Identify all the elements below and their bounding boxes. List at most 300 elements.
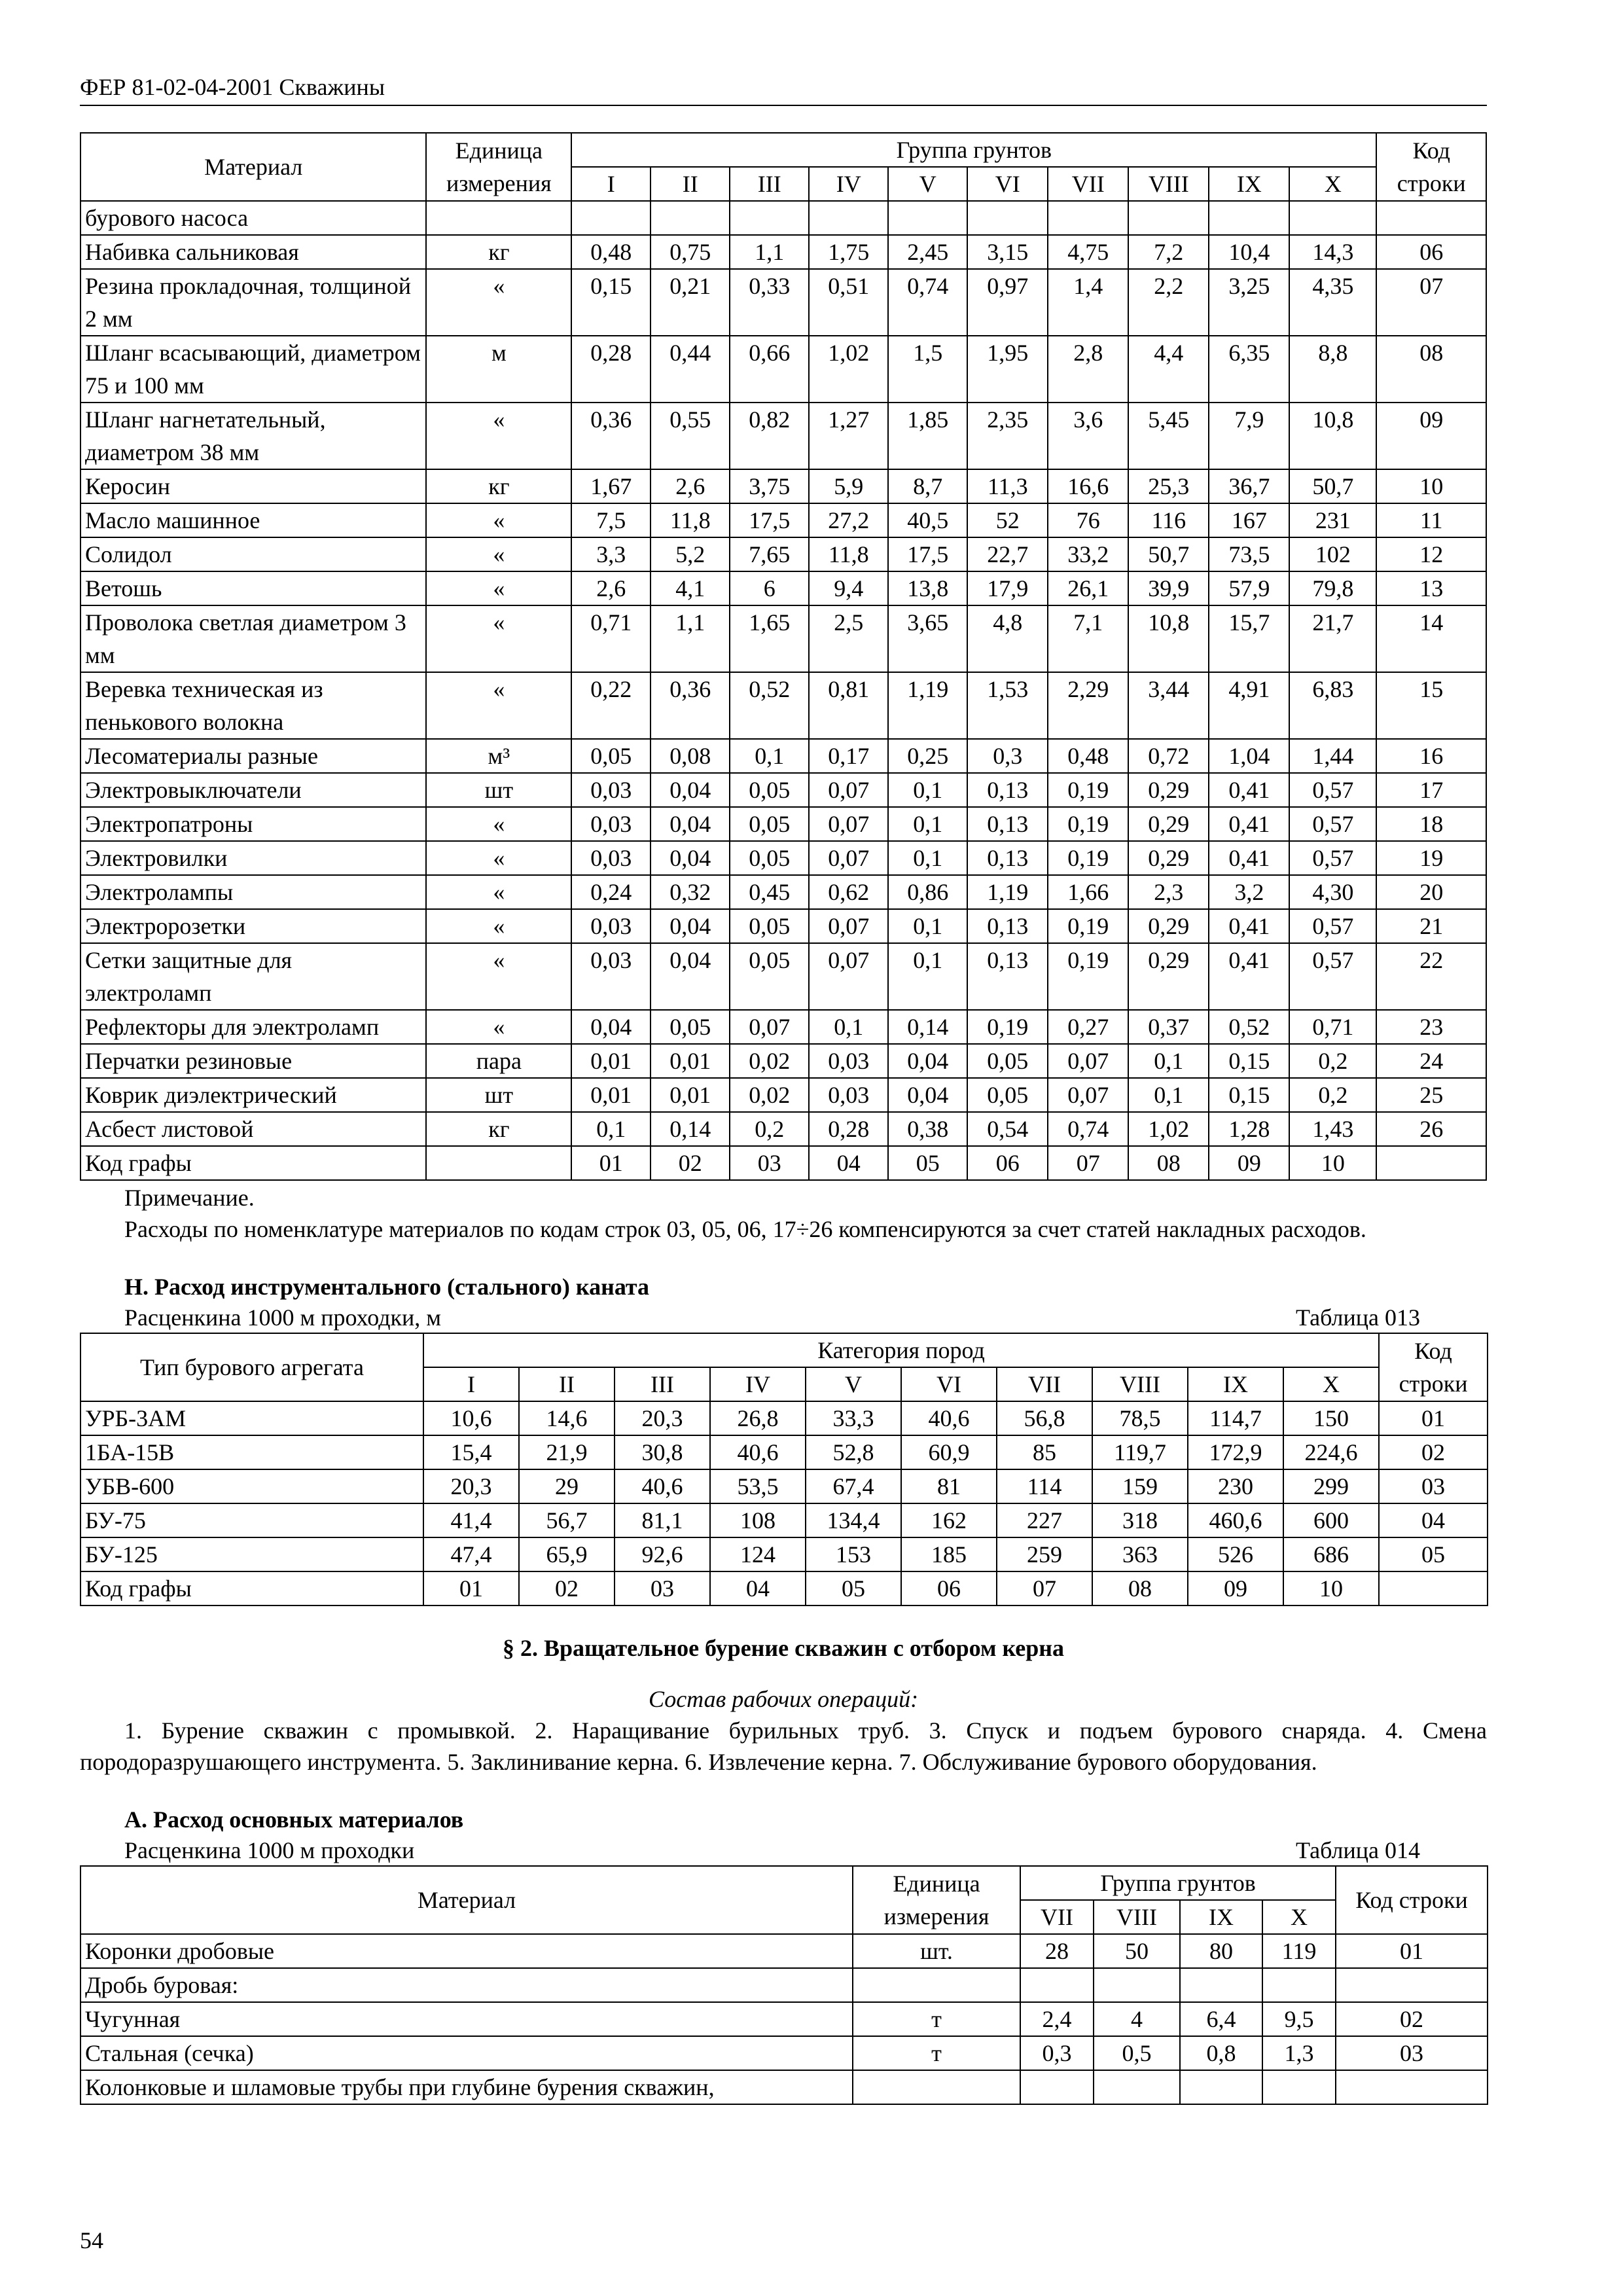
value-cell: 0,28 (809, 1112, 888, 1146)
value-cell: 0,14 (888, 1010, 967, 1044)
value-cell: 0,24 (571, 875, 651, 909)
value-cell: 102 (1289, 537, 1376, 571)
value-cell: 47,4 (423, 1537, 519, 1571)
value-cell: 0,15 (571, 269, 651, 336)
code-cell (1376, 1146, 1486, 1180)
value-cell: 5,45 (1128, 403, 1209, 469)
value-cell: 0,29 (1128, 943, 1209, 1010)
table-row (80, 605, 1486, 672)
value-cell: 50,7 (1128, 537, 1209, 571)
value-cell: 11,8 (809, 537, 888, 571)
value-cell: 119,7 (1092, 1435, 1188, 1469)
rig-type: УРБ-3АМ (80, 1401, 423, 1435)
table-row (80, 537, 1486, 571)
value-cell: 0,71 (1289, 1010, 1376, 1044)
value-cell: 06 (901, 1571, 997, 1605)
rig-type: БУ-75 (80, 1503, 423, 1537)
value-cell: 0,1 (888, 773, 967, 807)
table-row (80, 739, 1486, 773)
value-cell: 1,67 (571, 469, 651, 503)
value-cell: 4,35 (1289, 269, 1376, 336)
value-cell: 0,05 (967, 1044, 1048, 1078)
unit-cell: « (426, 909, 571, 943)
value-cell: 56,8 (997, 1401, 1092, 1435)
material-name: Код графы (80, 1146, 426, 1180)
section-h-title: Н. Расход инструментального (стального) каната (124, 1274, 650, 1300)
section-h-caption: Расценкина 1000 м проходки, м (124, 1304, 442, 1331)
material-name: Электропатроны (80, 807, 426, 841)
value-cell: 0,28 (571, 336, 651, 403)
material-name: Электролампы (80, 875, 426, 909)
value-cell: 0,1 (809, 1010, 888, 1044)
value-cell: 0,05 (571, 739, 651, 773)
unit-cell: « (426, 571, 571, 605)
value-cell: 0,41 (1209, 773, 1289, 807)
value-cell: 05 (888, 1146, 967, 1180)
value-cell: 108 (710, 1503, 806, 1537)
value-cell: 0,29 (1128, 841, 1209, 875)
col-header-roman: VII (1048, 167, 1128, 201)
code-cell: 16 (1376, 739, 1486, 773)
value-cell: 0,05 (730, 841, 809, 875)
col-header-code: Код строки (1376, 133, 1486, 201)
value-cell: 230 (1188, 1469, 1283, 1503)
material-name: Веревка техническая из пенькового волокна (80, 672, 426, 739)
value-cell: 0,03 (571, 943, 651, 1010)
value-cell: 0,05 (730, 909, 809, 943)
value-cell (651, 201, 730, 235)
col-header-roman: VII (997, 1367, 1092, 1401)
code-cell: 03 (1379, 1469, 1488, 1503)
value-cell: 02 (651, 1146, 730, 1180)
value-cell: 20,3 (423, 1469, 519, 1503)
value-cell: 4,1 (651, 571, 730, 605)
value-cell: 0,54 (967, 1112, 1048, 1146)
unit-cell (426, 201, 571, 235)
value-cell (967, 201, 1048, 235)
col-header-roman: VII (1020, 1900, 1094, 1934)
col-header-roman: VIII (1092, 1367, 1188, 1401)
value-cell: 08 (1092, 1571, 1188, 1605)
section-h-caption-row (80, 1302, 1420, 1333)
value-cell: 0,05 (730, 773, 809, 807)
material-name: Керосин (80, 469, 426, 503)
code-cell (1376, 201, 1486, 235)
table-row (80, 943, 1486, 1010)
value-cell: 0,01 (571, 1078, 651, 1112)
value-cell: 03 (730, 1146, 809, 1180)
value-cell: 0,1 (888, 841, 967, 875)
table-row (80, 2036, 1488, 2070)
value-cell: 0,57 (1289, 841, 1376, 875)
value-cell: 116 (1128, 503, 1209, 537)
value-cell: 0,1 (888, 909, 967, 943)
value-cell: 20,3 (615, 1401, 710, 1435)
col-header-material: Материал (80, 133, 426, 201)
value-cell: 1,5 (888, 336, 967, 403)
value-cell: 80 (1180, 1934, 1262, 1968)
value-cell: 04 (710, 1571, 806, 1605)
value-cell: 0,04 (651, 909, 730, 943)
value-cell: 0,07 (809, 773, 888, 807)
value-cell: 227 (997, 1503, 1092, 1537)
value-cell: 33,2 (1048, 537, 1128, 571)
value-cell: 0,07 (1048, 1044, 1128, 1078)
value-cell: 0,21 (651, 269, 730, 336)
value-cell: 3,44 (1128, 672, 1209, 739)
value-cell: 6,4 (1180, 2002, 1262, 2036)
value-cell: 39,9 (1128, 571, 1209, 605)
value-cell: 15,7 (1209, 605, 1289, 672)
value-cell: 13,8 (888, 571, 967, 605)
value-cell: 0,02 (730, 1078, 809, 1112)
code-cell: 02 (1379, 1435, 1488, 1469)
value-cell: 0,03 (809, 1044, 888, 1078)
col-header-roman: II (519, 1367, 615, 1401)
value-cell: 17,5 (730, 503, 809, 537)
col-header-roman: III (730, 167, 809, 201)
value-cell: 0,48 (1048, 739, 1128, 773)
section-a-caption-row (80, 1835, 1420, 1865)
col-header-roman: X (1289, 167, 1376, 201)
running-header: ФЕР 81-02-04-2001 Скважины (80, 72, 1487, 106)
table-row (80, 1469, 1488, 1503)
code-cell: 01 (1336, 1934, 1488, 1968)
col-header-roman: IX (1180, 1900, 1262, 1934)
unit-cell: « (426, 807, 571, 841)
table-row (80, 1010, 1486, 1044)
value-cell: 0,52 (730, 672, 809, 739)
material-name: Коронки дробовые (80, 1934, 853, 1968)
value-cell: 0,15 (1209, 1044, 1289, 1078)
code-cell: 20 (1376, 875, 1486, 909)
value-cell: 4,91 (1209, 672, 1289, 739)
value-cell: 1,1 (651, 605, 730, 672)
col-header-type: Тип бурового агрегата (80, 1333, 423, 1401)
unit-cell: шт. (853, 1934, 1020, 1968)
value-cell: 5,9 (809, 469, 888, 503)
value-cell: 0,27 (1048, 1010, 1128, 1044)
value-cell: 0,1 (571, 1112, 651, 1146)
value-cell: 0,04 (651, 807, 730, 841)
unit-cell: шт (426, 773, 571, 807)
value-cell: 0,03 (571, 841, 651, 875)
value-cell: 0,01 (651, 1044, 730, 1078)
value-cell: 0,22 (571, 672, 651, 739)
value-cell: 119 (1262, 1934, 1336, 1968)
value-cell (1020, 2070, 1094, 2104)
value-cell (1094, 1968, 1180, 2002)
value-cell (888, 201, 967, 235)
value-cell: 40,5 (888, 503, 967, 537)
value-cell: 11,8 (651, 503, 730, 537)
value-cell: 3,6 (1048, 403, 1128, 469)
material-name: Асбест листовой (80, 1112, 426, 1146)
table-row (80, 1112, 1486, 1146)
material-name: Электророзетки (80, 909, 426, 943)
col-header-group: Группа грунтов (571, 133, 1376, 167)
value-cell: 15,4 (423, 1435, 519, 1469)
value-cell: 162 (901, 1503, 997, 1537)
section-a-table-number: Таблица 014 (1296, 1837, 1420, 1863)
code-cell: 19 (1376, 841, 1486, 875)
section-2-title: § 2. Вращательное бурение скважин с отбором керна (502, 1635, 1065, 1661)
value-cell: 1,02 (1128, 1112, 1209, 1146)
value-cell: 40,6 (710, 1435, 806, 1469)
value-cell: 0,29 (1128, 807, 1209, 841)
value-cell: 0,3 (1020, 2036, 1094, 2070)
value-cell: 14,3 (1289, 235, 1376, 269)
table-row (80, 909, 1486, 943)
table-row (80, 469, 1486, 503)
value-cell: 60,9 (901, 1435, 997, 1469)
value-cell: 0,41 (1209, 807, 1289, 841)
value-cell: 6,83 (1289, 672, 1376, 739)
code-cell: 14 (1376, 605, 1486, 672)
value-cell: 36,7 (1209, 469, 1289, 503)
value-cell: 0,19 (967, 1010, 1048, 1044)
value-cell: 01 (571, 1146, 651, 1180)
value-cell: 17,5 (888, 537, 967, 571)
value-cell: 73,5 (1209, 537, 1289, 571)
unit-cell: « (426, 269, 571, 336)
value-cell: 2,6 (651, 469, 730, 503)
unit-cell: т (853, 2036, 1020, 2070)
value-cell: 17,9 (967, 571, 1048, 605)
code-cell: 02 (1336, 2002, 1488, 2036)
value-cell: 0,13 (967, 841, 1048, 875)
col-header-group: Группа грунтов (1020, 1866, 1336, 1900)
value-cell: 0,48 (571, 235, 651, 269)
value-cell: 0,57 (1289, 909, 1376, 943)
code-cell: 12 (1376, 537, 1486, 571)
value-cell: 76 (1048, 503, 1128, 537)
material-name: Проволока светлая диаметром 3 мм (80, 605, 426, 672)
value-cell: 124 (710, 1537, 806, 1571)
value-cell: 460,6 (1188, 1503, 1283, 1537)
section-a-title: А. Расход основных материалов (124, 1806, 464, 1833)
code-cell: 25 (1376, 1078, 1486, 1112)
value-cell: 0,04 (888, 1078, 967, 1112)
code-cell: 09 (1376, 403, 1486, 469)
col-header-roman: IX (1188, 1367, 1283, 1401)
value-cell: 0,2 (1289, 1044, 1376, 1078)
value-cell: 0,41 (1209, 943, 1289, 1010)
rig-type: УБВ-600 (80, 1469, 423, 1503)
value-cell: 79,8 (1289, 571, 1376, 605)
value-cell: 0,36 (651, 672, 730, 739)
value-cell (1128, 201, 1209, 235)
value-cell: 2,3 (1128, 875, 1209, 909)
value-cell: 4,30 (1289, 875, 1376, 909)
value-cell: 07 (1048, 1146, 1128, 1180)
value-cell: 0,38 (888, 1112, 967, 1146)
value-cell: 56,7 (519, 1503, 615, 1537)
value-cell: 1,53 (967, 672, 1048, 739)
value-cell: 0,05 (651, 1010, 730, 1044)
section-2-ops-text: 1. Бурение скважин с промывкой. 2. Наращивание бурильных труб. 3. Спуск и подъем бурового снаряда. 4. Смена породоразрушающего инструмента. 5. Заклинивание керна. 6. Извлечение керна. 7. Обслуживание бурового оборудования. (80, 1717, 1487, 1775)
value-cell: 92,6 (615, 1537, 710, 1571)
unit-cell: « (426, 875, 571, 909)
col-header-material: Материал (80, 1866, 853, 1934)
value-cell: 0,72 (1128, 739, 1209, 773)
value-cell: 1,1 (730, 235, 809, 269)
unit-cell: « (426, 841, 571, 875)
value-cell: 3,65 (888, 605, 967, 672)
unit-cell (853, 2070, 1020, 2104)
value-cell: 40,6 (901, 1401, 997, 1435)
code-cell (1336, 2070, 1488, 2104)
unit-cell: « (426, 403, 571, 469)
code-cell: 06 (1376, 235, 1486, 269)
value-cell: 134,4 (806, 1503, 901, 1537)
material-name: Резина прокладочная, толщиной 2 мм (80, 269, 426, 336)
col-header-roman: III (615, 1367, 710, 1401)
unit-cell: кг (426, 469, 571, 503)
material-name: бурового насоса (80, 201, 426, 235)
value-cell: 40,6 (615, 1469, 710, 1503)
unit-cell: « (426, 1010, 571, 1044)
value-cell: 0,04 (571, 1010, 651, 1044)
material-name: Дробь буровая: (80, 1968, 853, 2002)
rig-type: БУ-125 (80, 1537, 423, 1571)
col-header-code: Код строки (1336, 1866, 1488, 1934)
col-header-roman: VIII (1094, 1900, 1180, 1934)
value-cell: 3,75 (730, 469, 809, 503)
material-name: Электровыключатели (80, 773, 426, 807)
col-header-roman: II (651, 167, 730, 201)
value-cell: 0,74 (888, 269, 967, 336)
value-cell: 0,44 (651, 336, 730, 403)
value-cell (809, 201, 888, 235)
value-cell: 33,3 (806, 1401, 901, 1435)
value-cell (1209, 201, 1289, 235)
table-row (80, 1146, 1486, 1180)
table-row (80, 1435, 1488, 1469)
table-row (80, 1044, 1486, 1078)
code-cell: 10 (1376, 469, 1486, 503)
code-cell: 26 (1376, 1112, 1486, 1146)
value-cell: 0,07 (1048, 1078, 1128, 1112)
value-cell: 0,1 (888, 943, 967, 1010)
material-name: Коврик диэлектрический (80, 1078, 426, 1112)
material-name: Рефлекторы для электроламп (80, 1010, 426, 1044)
value-cell: 2,29 (1048, 672, 1128, 739)
value-cell: 0,5 (1094, 2036, 1180, 2070)
value-cell: 259 (997, 1537, 1092, 1571)
value-cell: 0,19 (1048, 943, 1128, 1010)
value-cell: 50 (1094, 1934, 1180, 1968)
code-cell: 18 (1376, 807, 1486, 841)
col-header-roman: VI (967, 167, 1048, 201)
col-header-unit: Единица измерения (426, 133, 571, 201)
material-name: Масло машинное (80, 503, 426, 537)
code-cell: 01 (1379, 1401, 1488, 1435)
value-cell: 0,82 (730, 403, 809, 469)
value-cell: 686 (1283, 1537, 1379, 1571)
value-cell: 0,07 (809, 807, 888, 841)
unit-cell: « (426, 503, 571, 537)
value-cell: 114,7 (1188, 1401, 1283, 1435)
value-cell: 0,45 (730, 875, 809, 909)
unit-cell: « (426, 672, 571, 739)
value-cell: 6,35 (1209, 336, 1289, 403)
value-cell: 09 (1209, 1146, 1289, 1180)
value-cell: 0,74 (1048, 1112, 1128, 1146)
code-cell: 24 (1376, 1044, 1486, 1078)
value-cell: 30,8 (615, 1435, 710, 1469)
col-header-roman: VI (901, 1367, 997, 1401)
value-cell: 27,2 (809, 503, 888, 537)
value-cell: 1,95 (967, 336, 1048, 403)
material-name: Лесоматериалы разные (80, 739, 426, 773)
value-cell: 10,4 (1209, 235, 1289, 269)
value-cell: 1,28 (1209, 1112, 1289, 1146)
value-cell: 3,3 (571, 537, 651, 571)
unit-cell: м³ (426, 739, 571, 773)
value-cell (1180, 1968, 1262, 2002)
value-cell: 0,97 (967, 269, 1048, 336)
value-cell: 81,1 (615, 1503, 710, 1537)
value-cell: 10 (1289, 1146, 1376, 1180)
code-cell: 17 (1376, 773, 1486, 807)
value-cell: 153 (806, 1537, 901, 1571)
value-cell: 0,13 (967, 807, 1048, 841)
value-cell: 0,17 (809, 739, 888, 773)
unit-cell (853, 1968, 1020, 2002)
value-cell: 0,05 (967, 1078, 1048, 1112)
table-row (80, 672, 1486, 739)
value-cell: 1,44 (1289, 739, 1376, 773)
value-cell: 0,19 (1048, 909, 1128, 943)
unit-cell: « (426, 537, 571, 571)
value-cell: 0,05 (730, 807, 809, 841)
material-name: Солидол (80, 537, 426, 571)
page-number: 54 (80, 2227, 103, 2253)
value-cell: 0,8 (1180, 2036, 1262, 2070)
col-header-roman: X (1262, 1900, 1336, 1934)
value-cell: 11,3 (967, 469, 1048, 503)
col-header-roman: X (1283, 1367, 1379, 1401)
value-cell: 0,57 (1289, 807, 1376, 841)
value-cell: 1,19 (888, 672, 967, 739)
value-cell: 9,4 (809, 571, 888, 605)
value-cell: 10,8 (1128, 605, 1209, 672)
value-cell: 0,03 (809, 1078, 888, 1112)
value-cell: 7,65 (730, 537, 809, 571)
col-header-roman: I (423, 1367, 519, 1401)
value-cell: 5,2 (651, 537, 730, 571)
material-name: Колонковые и шламовые трубы при глубине бурения скважин, (80, 2070, 853, 2104)
value-cell: 10,6 (423, 1401, 519, 1435)
table-row (80, 235, 1486, 269)
value-cell: 2,45 (888, 235, 967, 269)
value-cell: 1,02 (809, 336, 888, 403)
code-cell: 05 (1379, 1537, 1488, 1571)
value-cell: 53,5 (710, 1469, 806, 1503)
value-cell: 0,66 (730, 336, 809, 403)
value-cell: 167 (1209, 503, 1289, 537)
value-cell: 1,65 (730, 605, 809, 672)
value-cell: 09 (1188, 1571, 1283, 1605)
value-cell: 0,33 (730, 269, 809, 336)
value-cell: 85 (997, 1435, 1092, 1469)
materials-table (80, 132, 1487, 1181)
value-cell: 0,13 (967, 909, 1048, 943)
value-cell: 25,3 (1128, 469, 1209, 503)
rope-table (80, 1333, 1488, 1606)
table-row (80, 773, 1486, 807)
